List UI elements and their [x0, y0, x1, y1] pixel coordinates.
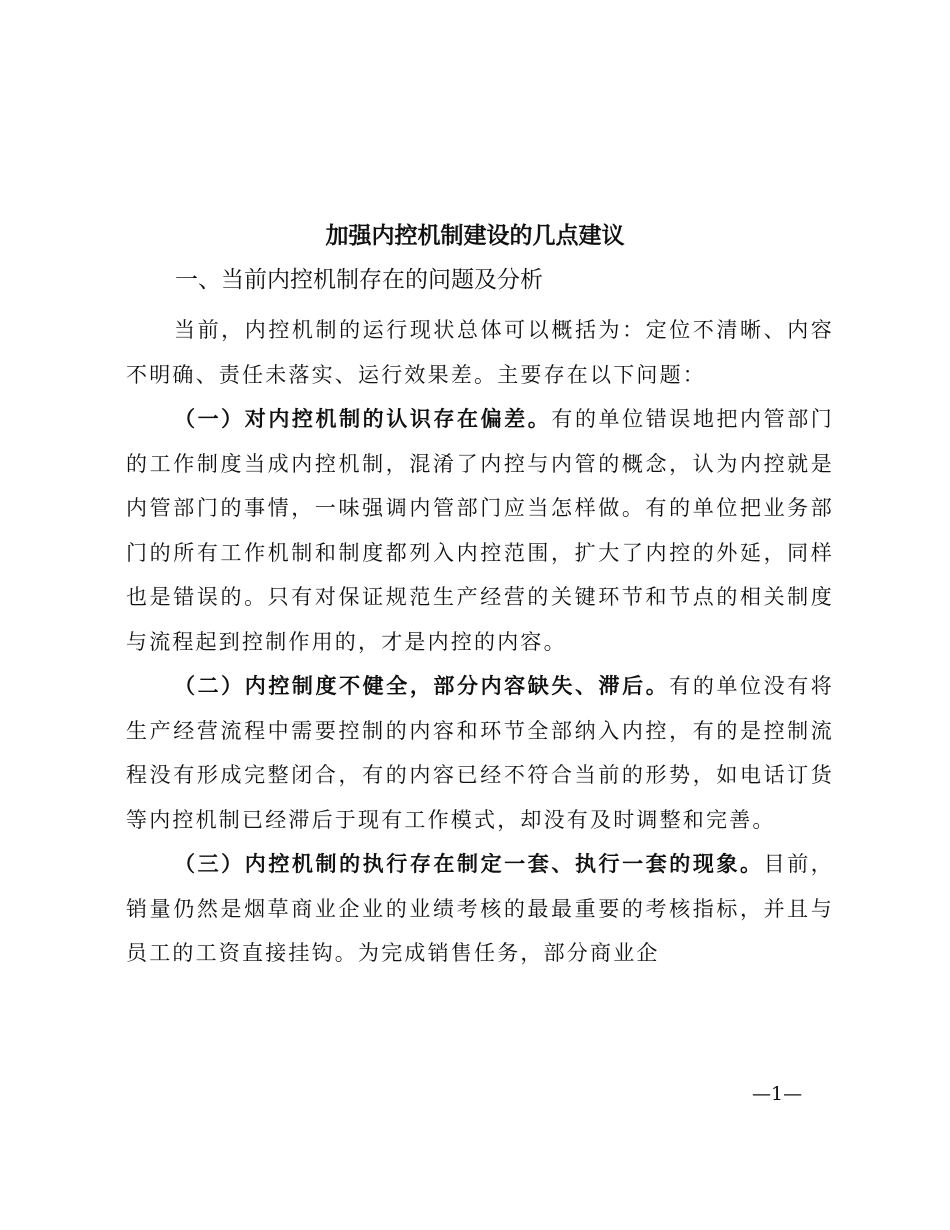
- paragraph-2-lead: （二）内控制度不健全，部分内容缺失、滞后。: [174, 673, 670, 698]
- paragraph-3-text: 目前，销量仍然是烟草商业企业的业绩考核的最最重要的考核指标，并且与员工的工资直接挂钩。为完成销售任务，部分商业企: [126, 852, 834, 965]
- paragraph-1: [126, 397, 834, 664]
- section-heading: 一、当前内控机制存在的问题及分析: [175, 267, 543, 293]
- document-title: 加强内控机制建设的几点建议: [325, 222, 625, 249]
- paragraph-3: [126, 842, 834, 976]
- intro-paragraph: 当前，内控机制的运行现状总体可以概括为：定位不清晰、内容不明确、责任未落实、运行效果差。主要存在以下问题：: [126, 318, 834, 387]
- paragraph-1-text: 有的单位错误地把内管部门的工作制度当成内控机制，混淆了内控与内管的概念，认为内控就是内管部门的事情，一味强调内管部门应当怎样做。有的单位把业务部门的所有工作机制和制度都列入内控范围，扩大了内控的外延，同样也是错误的。只有对保证规范生产经营的关键环节和节点的相关制度与流程起到控制作用的，才是内控的内容。: [126, 407, 834, 654]
- page-number: —1—: [752, 1083, 803, 1105]
- paragraph-2-text: 有的单位没有将生产经营流程中需要控制的内容和环节全部纳入内控，有的是控制流程没有形成完整闭合，有的内容已经不符合当前的形势，如电话订货等内控机制已经滞后于现有工作模式，却没有及时调整和完善。: [126, 674, 834, 832]
- paragraph-1-lead: （一）对内控机制的认识存在偏差。: [174, 406, 552, 431]
- paragraph-2: [126, 664, 834, 842]
- paragraph-3-lead: （三）内控机制的执行存在制定一套、执行一套的现象。: [174, 851, 764, 876]
- document-body: [126, 308, 834, 976]
